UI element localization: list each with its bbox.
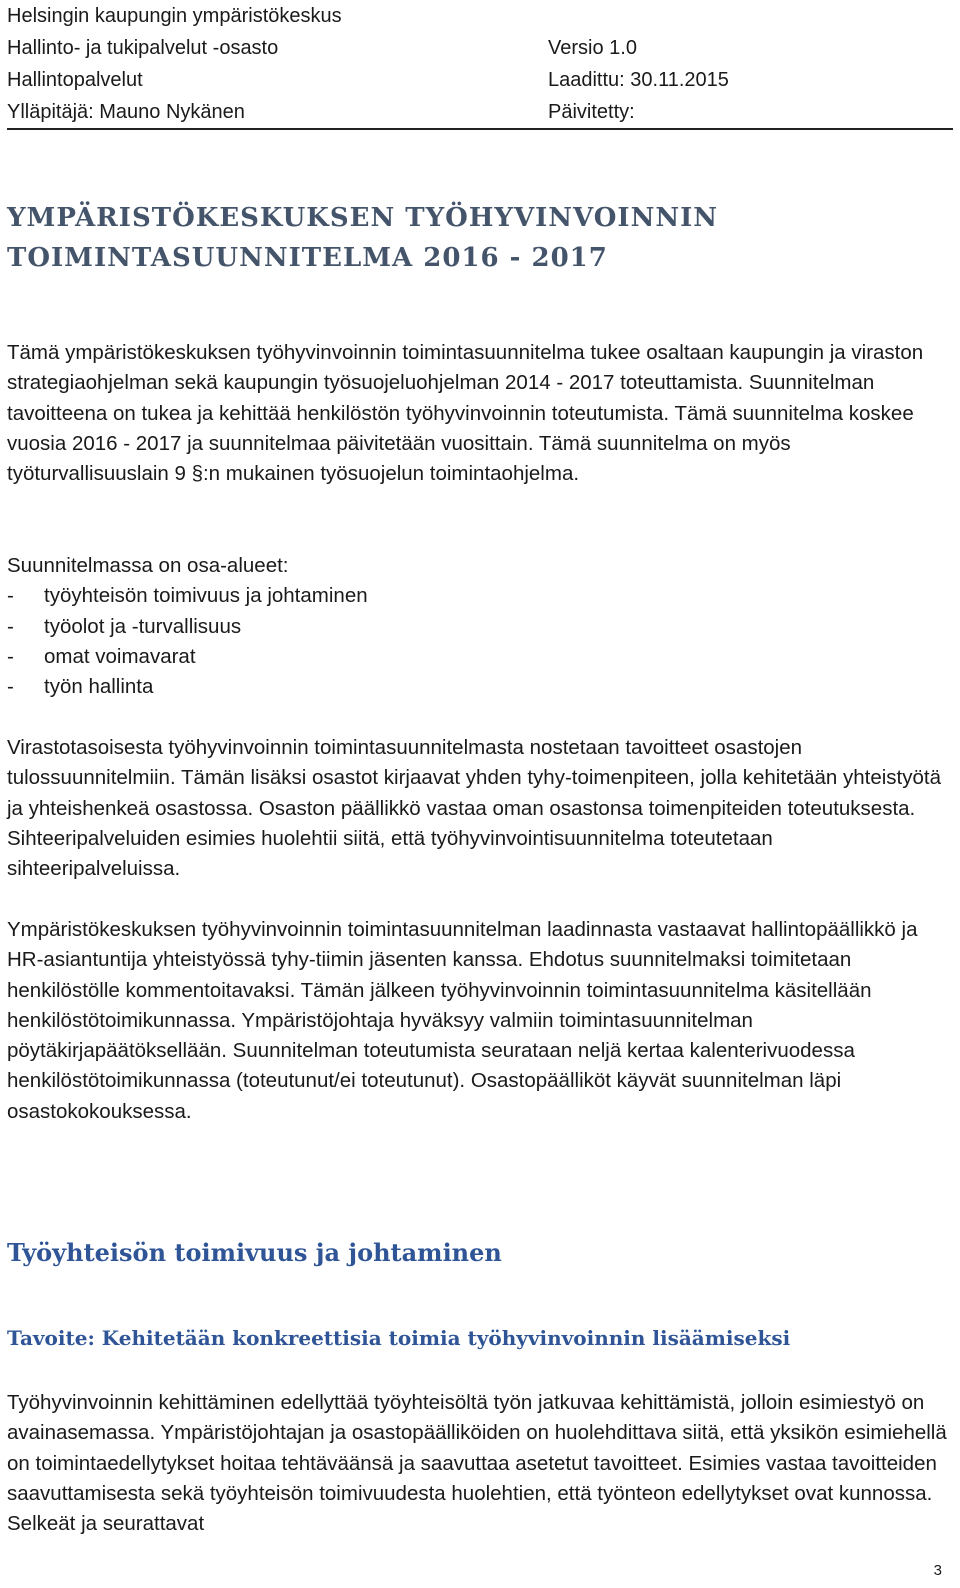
header-divider [7,128,953,130]
header-row [7,0,947,32]
areas-block [7,551,947,702]
document-title [7,198,718,278]
goal-subheading: Tavoite: Kehitetään konkreettisia toimia työhyvinvoinnin lisäämiseksi [7,1326,791,1350]
section-heading: Työyhteisön toimivuus ja johtaminen [7,1238,502,1267]
list-dash: - [7,614,14,638]
document-page [7,0,947,1536]
areas-list [7,581,947,702]
updated-label: Päivitetty: [548,100,635,123]
intro-paragraph: Tämä ympäristökeskuksen työhyvinvoinnin toimintasuunnitelma tukee osaltaan kaupungin ja viraston strategiaohjelman sekä kaupungin työsuojeluohjelman 2014 - 2017 toteuttamista. Suunnitelman tavoitteena on tukea ja kehittää henkilöstön työhyvinvoinnin toteutumista. Tämä suunnitelma koskee vuosia 2016 - 2017 ja suunnitelmaa päivitetään vuosittain. Tämä suunnitelma on myös työturvallisuuslain 9 §:n mukainen työsuojelun toimintaohjelma. [7,341,924,486]
list-item [7,612,947,642]
header-row [7,64,947,96]
list-dash: - [7,644,14,668]
list-item-text: omat voimavarat [44,644,196,668]
version-label: Versio 1.0 [548,36,637,59]
list-item-text: työn hallinta [44,675,154,699]
list-item [7,581,947,611]
preparation-paragraph: Ympäristökeskuksen työhyvinvoinnin toimintasuunnitelman laadinnasta vastaavat hallintopäällikkö ja HR-asiantuntija yhteistyössä tyhy-tiimin jäsenten kanssa. Ehdotus suunnitelmaksi toimitetaan henkilöstölle kommentoitavaksi. Tämän jälkeen työhyvinvoinnin toimintasuunnitelma käsitellään henkilöstötoimikunnassa. Ympäristöjohtaja hyväksyy valmiin toimintasuunnitelman pöytäkirjapäätöksellään. Suunnitelman toteutumista seurataan neljä kertaa kalenterivuodessa henkilöstötoimikunnassa (toteutunut/ei toteutunut). Osastopäälliköt käyvät suunnitelman läpi osastokokouksessa. [7,918,918,1123]
department-name: Hallinto- ja tukipalvelut -osasto [7,36,279,59]
maintainer-name: Ylläpitäjä: Mauno Nykänen [7,100,245,123]
header-row [7,96,947,128]
section-body-paragraph: Työhyvinvoinnin kehittäminen edellyttää työyhteisöltä työn jatkuvaa kehittämistä, jolloin esimiestyö on avainasemassa. Ympäristöjohtajan ja osastopäälliköiden on huolehdittava siitä, että yksikön esimiehellä on toimintaedellytykset hoitaa tehtäväänsä ja saavuttaa asetetut tavoitteet. Esimies vastaa tavoitteiden saavuttamisesta sekä työyhteisön toimivuudesta huolehtien, että työnteon edellytykset ovat kunnossa. Selkeät ja seurattavat [7,1391,947,1536]
list-item-text: työolot ja -turvallisuus [44,614,242,638]
list-item [7,642,947,672]
created-date: Laadittu: 30.11.2015 [548,68,729,91]
list-dash: - [7,675,14,699]
title-line-2: TOIMINTASUUNNITELMA 2016 - 2017 [7,243,608,273]
organization-name: Helsingin kaupungin ympäristökeskus [7,4,342,27]
list-item-text: työyhteisön toimivuus ja johtaminen [44,584,368,608]
department-goals-paragraph: Virastotasoisesta työhyvinvoinnin toimintasuunnitelmasta nostetaan tavoitteet osastojen tulossuunnitelmiin. Tämän lisäksi osastot kirjaavat yhden tyhy-toimenpiteen, jolla kehitetään yhteistyötä ja yhteishenkeä osastossa. Osaston päällikkö vastaa oman osastonsa toimenpiteiden toteutuksesta. Sihteeripalveluiden esimies huolehtii siitä, että työhyvinvointisuunnitelma toteutetaan sihteeripalveluissa. [7,736,942,881]
header-row [7,32,947,64]
list-item [7,672,947,702]
document-header [7,0,947,130]
areas-intro: Suunnitelmassa on osa-alueet: [7,554,289,577]
unit-name: Hallintopalvelut [7,68,143,91]
page-number: 3 [933,1562,942,1579]
title-line-1: YMPÄRISTÖKESKUKSEN TYÖHYVINVOINNIN [7,203,719,233]
list-dash: - [7,584,14,608]
